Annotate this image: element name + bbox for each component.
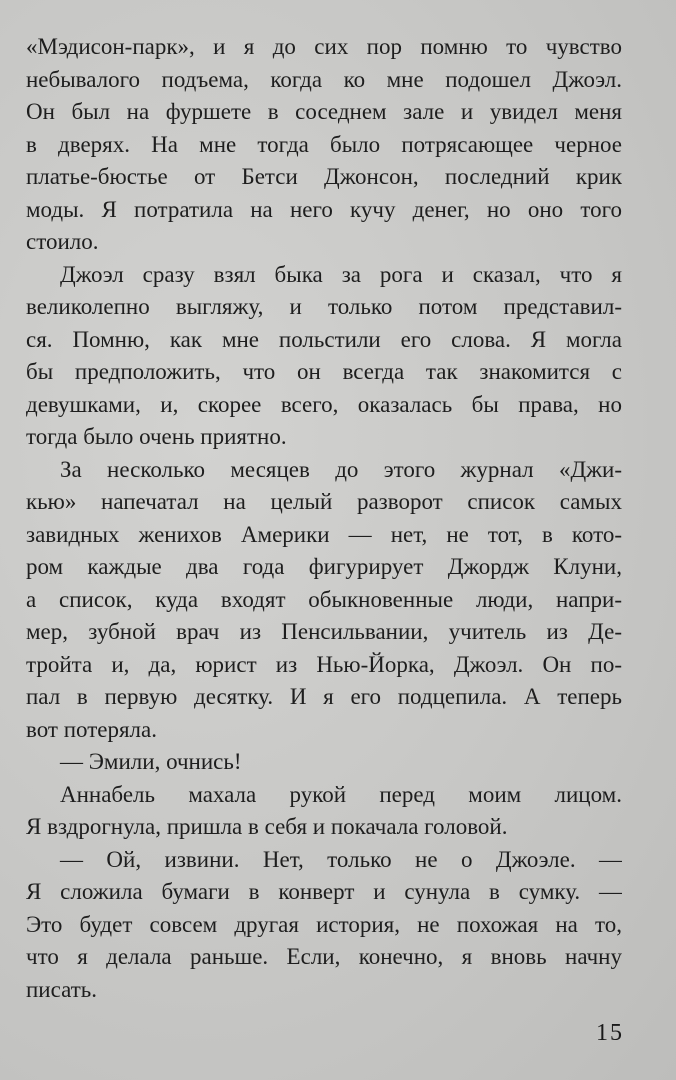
text-line: ром каждые два года фигурирует Джордж Клуни,	[26, 554, 622, 579]
paragraph	[26, 779, 622, 844]
text-line: Джоэл сразу взял быка за рога и сказал, что я	[60, 261, 622, 287]
text-line: стоило.	[26, 229, 99, 254]
text-line: кью» напечатал на целый разворот список самых	[26, 489, 622, 514]
text-line: тогда было очень приятно.	[26, 424, 287, 449]
paragraph	[26, 844, 622, 1007]
text-line: За несколько месяцев до этого журнал «Джи-	[60, 456, 622, 482]
text-line: Это будет совсем другая история, не похожая на то,	[26, 911, 622, 937]
page-number: 15	[596, 1020, 624, 1046]
text-line: моды. Я потратила на него кучу денег, но оно того	[26, 196, 622, 222]
text-line: «Мэдисон-парк», и я до сих пор помню то чувство	[26, 34, 622, 59]
paragraph	[26, 31, 622, 259]
text-line: вот потеряла.	[26, 716, 157, 742]
text-line: завидных женихов Америки — нет, не тот, в кото-	[26, 521, 622, 547]
text-line: в дверях. На мне тогда было потрясающее черное	[26, 131, 622, 157]
text-line: писать.	[26, 976, 98, 1002]
text-line: небывалого подъема, когда ко мне подошел Джоэл.	[26, 66, 622, 92]
text-line: Аннабель махала рукой перед моим лицом.	[60, 781, 622, 807]
text-line: тройта и, да, юрист из Нью-Йорка, Джоэл. Он по-	[26, 651, 622, 677]
text-line: бы предположить, что он всегда так знакомится с	[26, 359, 622, 384]
text-line: Я вздрогнула, пришла в себя и покачала головой.	[26, 814, 508, 839]
text-line: девушками, и, скорее всего, оказалась бы права, но	[26, 391, 622, 417]
text-line: — Ой, извини. Нет, только не о Джоэле. —	[60, 846, 622, 872]
text-line: что я делала раньше. Если, конечно, я вновь начну	[26, 944, 622, 969]
text-line: пал в первую десятку. И я его подцепила. А теперь	[26, 684, 622, 709]
paragraph	[26, 746, 622, 779]
text-line: платье-бюстье от Бетси Джонсон, последний крик	[26, 164, 622, 189]
body-text	[26, 31, 622, 1006]
paragraph	[26, 454, 622, 747]
text-line: Я сложила бумаги в конверт и сунула в сумку. —	[26, 879, 622, 904]
text-line: мер, зубной врач из Пенсильвании, учитель из Де-	[26, 619, 622, 644]
text-line: ся. Помню, как мне польстили его слова. Я могла	[26, 326, 622, 352]
paragraph	[26, 259, 622, 454]
text-line: а список, куда входят обыкновенные люди, напри-	[26, 586, 622, 612]
text-line: — Эмили, очнись!	[60, 749, 242, 774]
text-line: великолепно выгляжу, и только потом представил-	[26, 294, 622, 319]
text-line: Он был на фуршете в соседнем зале и увидел меня	[26, 99, 622, 124]
